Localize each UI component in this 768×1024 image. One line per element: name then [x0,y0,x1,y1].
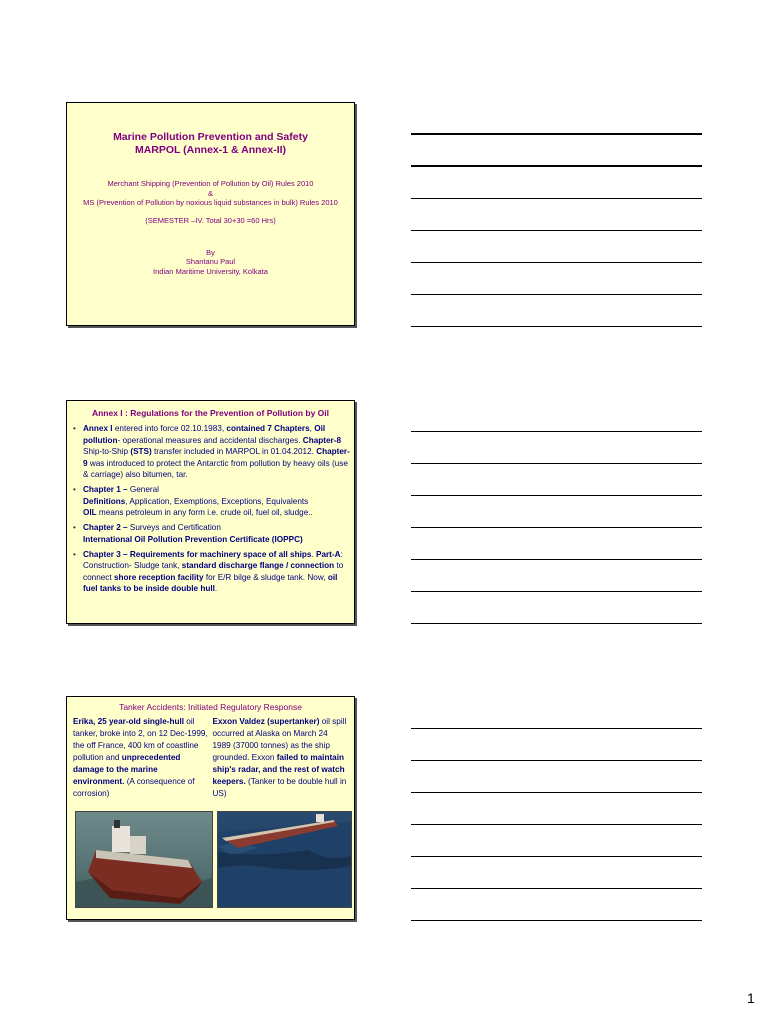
bullet-annex-1: • Annex I entered into force 02.10.1983, contained 7 Chapters, Oil pollution- operational measures and accidental discharges. Chapter-8 Ship-to-Ship (STS) transfer included in MARPOL in 01.04.2012. Chapter-9 was introduced to protect the Antarctic from pollution by heavy oils (use & carriage) also bitumen, tar. [71,423,350,481]
note-line [411,559,702,560]
note-line [411,527,702,528]
exxon-valdez-text: Exxon Valdez (supertanker) oil spill occurred at Alaska on March 24 1989 (37000 tonnes) as the ship grounded. Exxon failed to maintain ship's radar, and the rest of watch keepers. (Tanker to be double hull in US) [212,717,347,798]
rules-amp: & [207,188,213,198]
note-line [411,591,702,592]
accident-columns [67,716,354,800]
note-line [411,262,702,263]
rules-text [67,179,354,208]
slide-3-title: Tanker Accidents: Initiated Regulatory Response [119,702,302,712]
rules-line-2: MS (Prevention of Pollution by noxious liquid substances in bulk) Rules 2010 [83,198,338,207]
page-number: 1 [747,990,755,1006]
note-line [411,294,702,295]
annex-bullet-list [67,423,354,595]
title-line-1: Marine Pollution Prevention and Safety [113,131,308,143]
note-line [411,495,702,496]
note-line [411,463,702,464]
title-line-2: MARPOL (Annex-1 & Annex-II) [134,144,287,156]
note-line [411,230,702,231]
note-line [411,326,702,327]
bullet-chapter-2: • Chapter 2 – Surveys and Certification International Oil Pollution Prevention Certificate (IOPPC) [71,522,350,545]
slide-2-title: Annex I : Regulations for the Prevention of Pollution by Oil [91,408,330,418]
slide-2 [66,400,355,624]
note-line [411,856,702,857]
slide-1 [66,102,355,326]
semester-text: (SEMESTER –IV. Total 30+30 =60 Hrs) [145,215,276,225]
bullet-chapter-1: • Chapter 1 – General Definitions, Application, Exemptions, Exceptions, Equivalents OIL means petroleum in any form i.e. crude oil, fuel oil, sludge.. [71,484,350,519]
author-affiliation: Indian Maritime University, Kolkata [153,266,268,276]
author-block [67,248,354,277]
slide-1-title [67,131,354,157]
erika-text: Erika, 25 year-old single-hull oil tanker, broke into 2, on 12 Dec-1999, the off France, 400 km of coastline pollution and unprecedented damage to the marine environment. (A consequence of corrosion) [73,717,208,798]
note-line [411,728,702,729]
bullet-chapter-3: • Chapter 3 – Requirements for machinery space of all ships. Part-A: Construction- Sludge tank, standard discharge flange / connection to connect shore reception facility for E/R bilge & sludge tank. Now, oil fuel tanks to be inside double hull. [71,549,350,595]
note-line [411,920,702,921]
note-line [411,824,702,825]
rules-line-1: Merchant Shipping (Prevention of Pollution by Oil) Rules 2010 [107,179,314,188]
author-name: Shantanu Paul [185,257,236,266]
note-line [411,792,702,793]
by-label: By [206,247,215,257]
note-line [411,431,702,432]
note-line [411,760,702,761]
note-line [411,165,702,167]
note-line [411,888,702,889]
exxon-valdez-photo [217,811,352,908]
slide-3 [66,696,355,920]
note-line [411,133,702,135]
note-line [411,198,702,199]
erika-tanker-photo [75,811,213,908]
note-line [411,623,702,624]
